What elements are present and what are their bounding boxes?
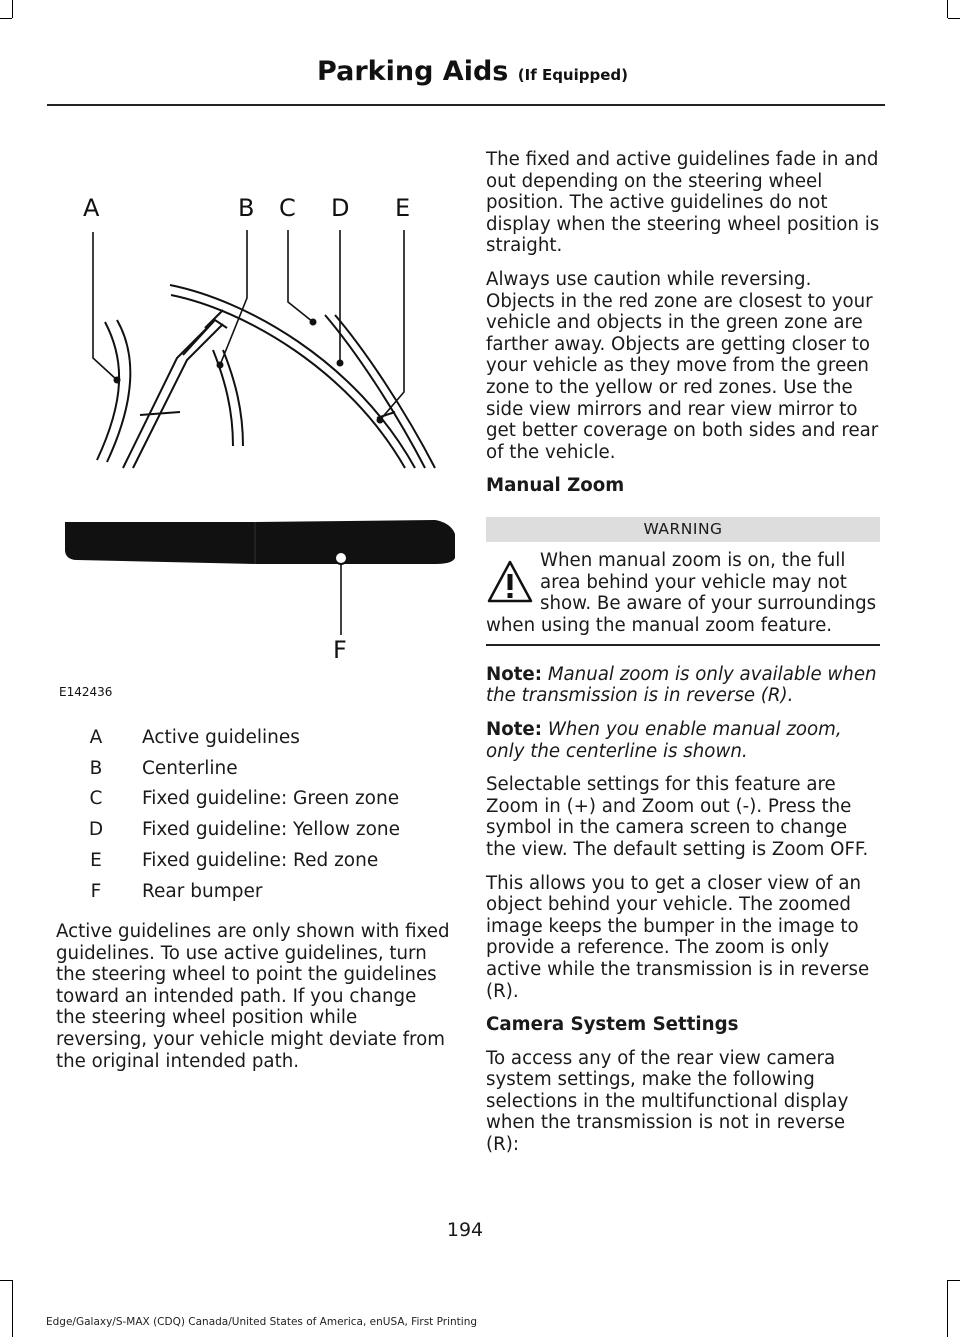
warning-box (486, 517, 880, 646)
label-a: A (83, 194, 100, 222)
legend-row (82, 876, 462, 907)
page-title (317, 56, 628, 87)
caution-paragraph: Always use caution while reversing. Objects in the red zone are closest to your vehicle and objects in the green zone are farther away. Objects are getting closer to your vehicle as they move from the green zone to the yellow or red zones. Use the side view mirrors and rear view mirror to get better coverage on both sides and rear of the vehicle. (486, 268, 879, 463)
camera-settings-paragraph: To access any of the rear view camera system settings, make the following selections in the multifunctional display when the transmission is not in reverse (R): (486, 1047, 849, 1156)
crop-mark (948, 1280, 960, 1281)
note-paragraph (486, 719, 880, 762)
footer-text: Edge/Galaxy/S-MAX (CDQ) Canada/United States of America, enUSA, First Printing (46, 1316, 478, 1328)
active-guidelines-paragraph: Active guidelines are only shown with fixed guidelines. To use active guidelines, turn the steering wheel to point the guidelines toward an intended path. If you change the steering wheel position while reversing, your vehicle might deviate from the original intended path. (56, 921, 450, 1072)
note-paragraph (486, 664, 880, 707)
legend-value: Centerline (142, 757, 238, 779)
crop-mark (948, 18, 960, 19)
label-d: D (331, 194, 350, 222)
legend-key: D (88, 819, 104, 841)
legend-value: Active guidelines (142, 726, 300, 748)
legend-value: Fixed guideline: Red zone (142, 850, 379, 872)
warning-title: WARNING (486, 517, 880, 542)
legend-key: F (90, 880, 102, 902)
legend-value: Fixed guideline: Green zone (142, 788, 400, 810)
legend-value: Fixed guideline: Yellow zone (142, 819, 401, 841)
note-label: Note: (486, 663, 543, 685)
manual-zoom-heading: Manual Zoom (486, 475, 625, 497)
legend-value: Rear bumper (142, 880, 263, 902)
crop-mark (0, 18, 12, 19)
warning-divider (486, 644, 880, 646)
warning-body (486, 550, 880, 636)
legend-row (82, 722, 462, 753)
crop-mark (947, 1280, 948, 1337)
page-number: 194 (446, 1219, 484, 1241)
legend-key: B (89, 757, 103, 779)
figure-code: E142436 (59, 685, 113, 699)
guidelines-diagram (55, 150, 460, 710)
zoom-description-paragraph: This allows you to get a closer view of an object behind your vehicle. The zoomed image keeps the bumper in the image to provide a reference. The zoom is only active while the transmission is in reverse (R). (486, 872, 870, 1002)
camera-settings-heading: Camera System Settings (486, 1014, 739, 1036)
legend-row (82, 753, 462, 784)
warning-triangle-icon (486, 558, 534, 606)
page-title-main: Parking Aids (317, 56, 509, 87)
legend-row (82, 845, 462, 876)
parking-guidelines-figure (55, 150, 460, 710)
label-b: B (238, 194, 255, 222)
zoom-settings-paragraph: Selectable settings for this feature are Zoom in (+) and Zoom out (-). Press the symbol in the camera screen to change the view. The default setting is Zoom OFF. (486, 774, 869, 860)
label-c: C (279, 194, 296, 222)
figure-legend (82, 722, 462, 907)
legend-row (82, 814, 462, 845)
crop-mark (12, 0, 13, 18)
crop-mark (947, 0, 948, 18)
note-text: Manual zoom is only available when the transmission is in reverse (R). (486, 663, 877, 707)
legend-key: A (89, 726, 103, 748)
page-title-subtitle: (If Equipped) (517, 66, 628, 84)
label-f: F (333, 636, 347, 664)
right-column (486, 149, 880, 1168)
header-divider (47, 104, 885, 106)
note-label: Note: (486, 718, 543, 740)
legend-key: E (90, 850, 102, 872)
label-e: E (395, 194, 411, 222)
legend-row (82, 784, 462, 815)
note-text: When you enable manual zoom, only the centerline is shown. (486, 718, 842, 762)
guidelines-fade-paragraph: The fixed and active guidelines fade in and out depending on the steering wheel position. The active guidelines do not display when the steering wheel position is straight. (486, 149, 880, 257)
warning-text: When manual zoom is on, the full area behind your vehicle may not show. Be aware of your surroundings when using the manual zoom feature. (486, 549, 877, 636)
legend-key: C (89, 788, 103, 810)
left-column (56, 921, 450, 1084)
crop-mark (0, 1280, 12, 1281)
crop-mark (12, 1280, 13, 1337)
